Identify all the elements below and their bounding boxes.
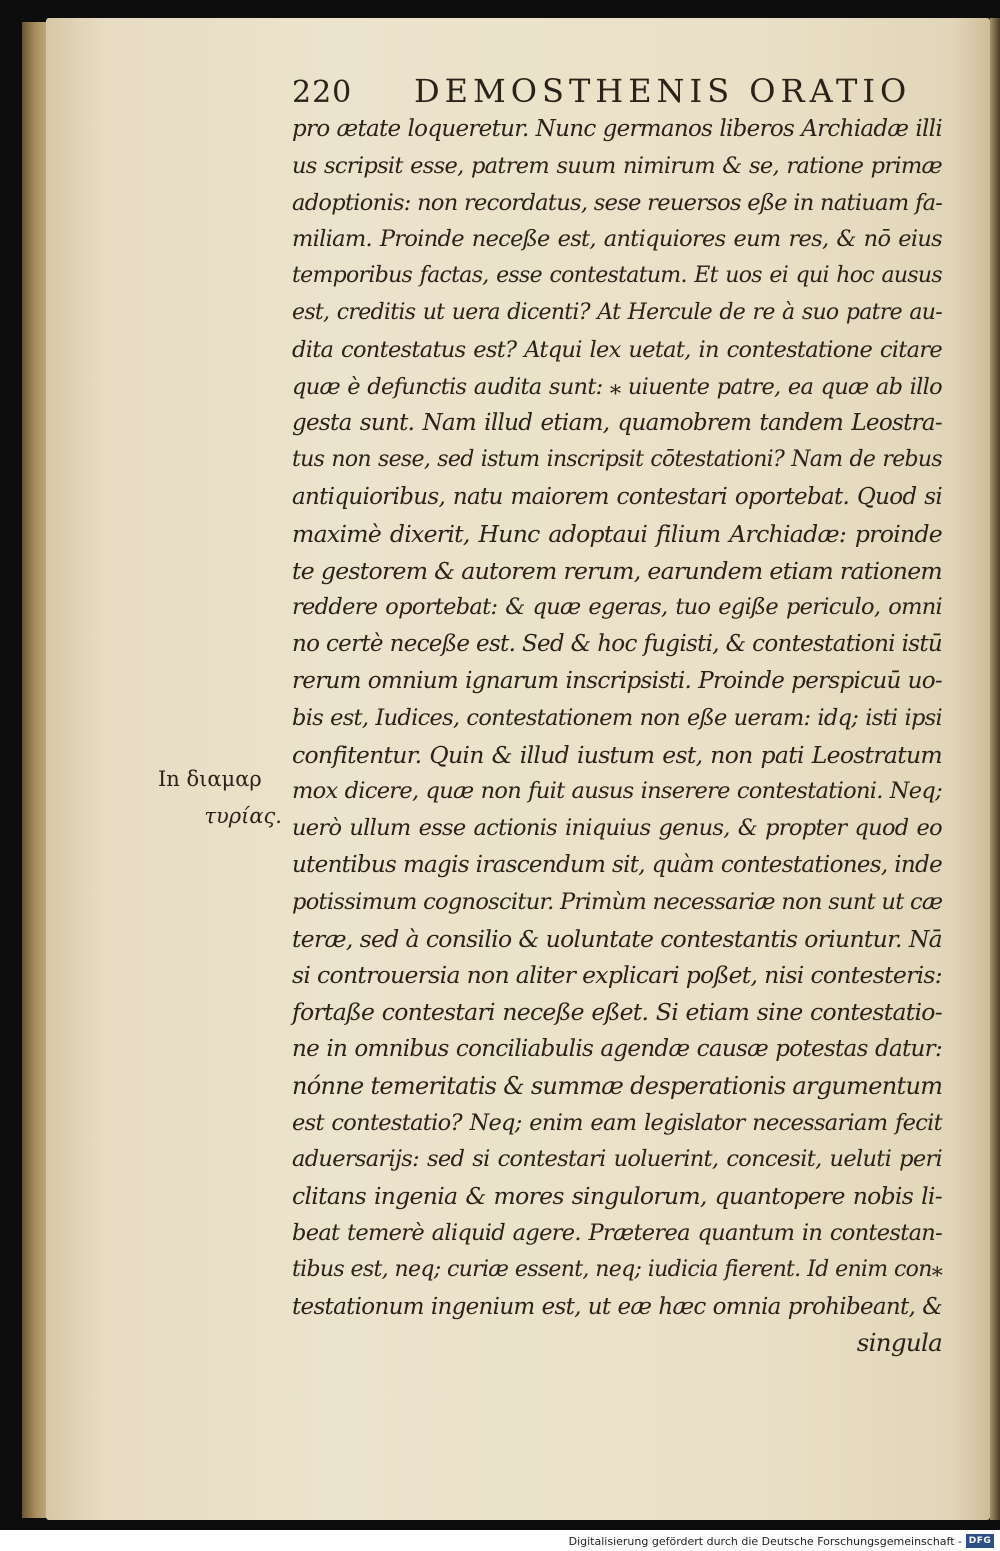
text-line: tus non sese, sed istum inscripsit cōtestationi? Nam de rebus	[292, 447, 942, 473]
text-line: adoptionis: non recordatus, sese reuersos eße in natiuam fa-	[292, 189, 943, 216]
text-line: reddere oportebat: & quæ egeras, tuo egiße periculo, omni	[292, 594, 942, 621]
text-line: est contestatio? Neq; enim eam legislator necessariam fecit	[292, 1109, 942, 1136]
dfg-logo: DFG	[966, 1534, 994, 1548]
text-line: uerò ullum esse actionis iniquius genus, & propter quod eo	[292, 815, 942, 842]
text-line: maximè dixerit, Hunc adoptaui filium Archiadæ: proinde	[292, 519, 942, 548]
text-line: rerum omnium ignarum inscripsisti. Proinde perspicuū uo-	[292, 667, 942, 694]
text-line: us scripsit esse, patrem suum nimirum & se, ratione primæ	[292, 152, 942, 179]
text-line: temporibus factas, esse contestatum. Et uos ei qui hoc ausus	[292, 263, 942, 289]
text-line: clitans ingenia & mores singulorum, quantopere nobis li-	[292, 1182, 942, 1211]
text-line: te gestorem & autorem rerum, earundem etiam rationem	[292, 556, 942, 585]
text-line: miliam. Proinde neceße est, antiquiores eum res, & nō eius	[292, 226, 942, 253]
body-text	[292, 111, 942, 1362]
text-line: testationum ingenium est, ut eæ hæc omnia prohibeant, &	[292, 1293, 942, 1320]
text-line: gesta sunt. Nam illud etiam, quamobrem tandem Leostra-	[292, 410, 942, 437]
text-line: ne in omnibus conciliabulis agendæ causæ potestas datur:	[292, 1035, 942, 1062]
text-line: teræ, sed à consilio & uoluntate contestantis oriuntur. Nā	[292, 924, 942, 953]
text-line: aduersarijs: sed si contestari uoluerint, concesit, ueluti peri	[292, 1146, 942, 1173]
catchword: singula	[856, 1328, 942, 1358]
text-line: confitentur. Quin & illud iustum est, non pati Leostratum	[292, 740, 942, 769]
text-line: fortaße contestari neceße eßet. Si etiam sine contestatio-	[292, 998, 942, 1027]
text-line: potissimum cognoscitur. Primùm necessariæ non sunt ut cæ	[292, 888, 943, 915]
text-line: nónne temeritatis & summæ desperationis argumentum	[292, 1071, 943, 1100]
marginal-note-line-1: In διαμαρ	[158, 767, 262, 791]
text-line: utentibus magis irascendum sit, quàm contestationes, inde	[292, 851, 942, 878]
marginal-note	[152, 761, 290, 835]
text-line: tibus est, neq; curiæ essent, neq; iudicia fierent. Id enim con⁎	[292, 1256, 942, 1282]
running-title: DEMOSTHENIS ORATIO	[414, 72, 912, 110]
marginal-note-line-2: τυρίας.	[204, 803, 282, 828]
footer-bar	[0, 1530, 1000, 1551]
digitization-credit: Digitalisierung gefördert durch die Deutsche Forschungsgemeinschaft -	[568, 1535, 962, 1548]
text-line: pro ætate loqueretur. Nunc germanos liberos Archiadæ illi	[292, 116, 942, 142]
text-line: dita contestatus est? Atqui lex uetat, in contestatione citare	[292, 336, 942, 363]
page-right-edge	[990, 18, 1000, 1520]
text-line: antiquioribus, natu maiorem contestari oportebat. Quod si	[292, 483, 942, 510]
text-line: si controuersia non aliter explicari poßet, nisi contesteris:	[292, 961, 942, 990]
running-head	[292, 72, 942, 110]
text-line: no certè neceße est. Sed & hoc fugisti, & contestationi istū	[292, 631, 942, 658]
text-line: est, creditis ut uera dicenti? At Hercule de re à suo patre au-	[292, 299, 942, 325]
text-line: mox dicere, quæ non fuit ausus inserere contestationi. Neq;	[292, 778, 942, 805]
text-line: bis est, Iudices, contestationem non eße ueram: idq; isti ipsi	[292, 704, 942, 731]
text-line: quæ è defunctis audita sunt: ⁎ uiuente patre, ea quæ ab illo	[292, 373, 942, 400]
text-line: beat temerè aliquid agere. Præterea quantum in contestan-	[292, 1219, 942, 1246]
page-number: 220	[292, 75, 353, 110]
